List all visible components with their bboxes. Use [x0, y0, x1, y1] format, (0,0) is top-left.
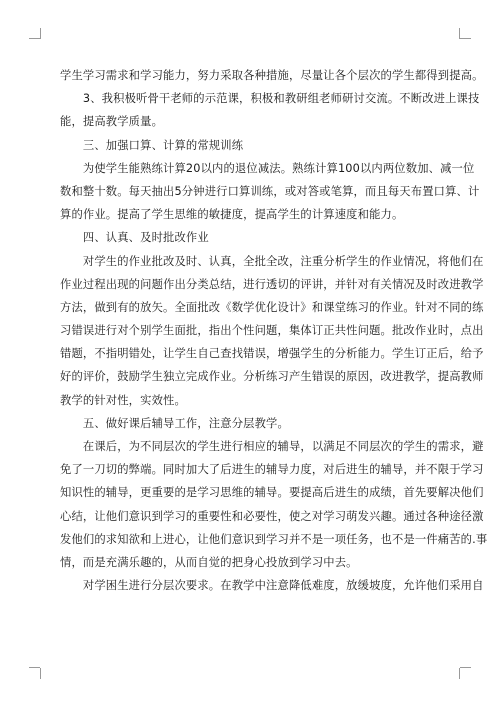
text-line: 习错误进行对个别学生面批，指出个性问题，集体订正共性问题。批改作业时，点出 [60, 324, 484, 338]
text-line: 在课后，为不同层次的学生进行相应的辅导，以满足不同层次的学生的需求，避 [60, 440, 484, 453]
text-line: 知识性的辅导，更重要的是学习思维的辅导。要提高后进生的成绩，首先要解决他们 [60, 486, 484, 500]
crop-mark-bottom-left-vertical [40, 668, 41, 679]
text-line: 3、我积极听骨干老师的示范课，积极和教研组老师研讨交流。不断改进上课技 [60, 92, 480, 106]
text-line: 算的作业。提高了学生思维的敏捷度，提高学生的计算速度和能力。 [60, 208, 404, 222]
text-line: 对学生的作业批改及时、认真，全批全改，注重分析学生的作业情况，将他们在 [60, 254, 484, 268]
text-line: 免了一刀切的弊端。同时加大了后进生的辅导力度，对后进生的辅导，并不限于学习 [60, 463, 484, 477]
crop-mark-bottom-right-horizontal [460, 667, 471, 668]
section-heading: 四、认真、及时批改作业 [60, 231, 209, 245]
text-line: 对学困生进行分层次要求。在教学中注意降低难度，放缓坡度，允许他们采用自 [60, 579, 484, 593]
text-line: 数和整十数。每天抽出5分钟进行口算训练，或对答或笔算，而且每天布置口算、计 [60, 184, 480, 198]
document-body [60, 64, 488, 597]
text-line: 错题，不指明错处，让学生自己查找错误，增强学生的分析能力。学生订正后，给予 [60, 347, 484, 361]
crop-mark-top-left-horizontal [29, 38, 40, 39]
crop-mark-bottom-left-horizontal [29, 667, 40, 668]
text-line: 发他们的求知欲和上进心，让他们意识到学习并不是一项任务，也不是一件痛苦的.事 [60, 532, 488, 546]
text-line: 心结，让他们意识到学习的重要性和必要性，使之对学习萌发兴趣。通过各种途径激 [60, 509, 484, 523]
text-line: 学生学习需求和学习能力，努力采取各种措施，尽量让各个层次的学生都得到提高。 [60, 69, 484, 82]
section-heading: 五、做好课后辅导工作，注意分层教学。 [60, 416, 289, 430]
text-line: 能，提高教学质量。 [60, 115, 164, 129]
section-heading: 三、加强口算、计算的常规训练 [60, 138, 244, 152]
text-line: 好的评价，鼓励学生独立完成作业。分析练习产生错误的原因，改进教学，提高教师 [60, 370, 484, 384]
text-line: 方法，做到有的放矢。全面批改《数学优化设计》和课堂练习的作业。针对不同的练 [60, 300, 484, 314]
text-line: 作业过程出现的问题作出分类总结，进行透切的评讲，并针对有关情况及时改进教学 [60, 277, 484, 291]
crop-mark-top-left-vertical [40, 28, 41, 39]
crop-mark-bottom-right-vertical [459, 668, 460, 679]
text-line: 情，而是充满乐趣的，从而自觉的把身心投放到学习中去。 [60, 555, 358, 569]
text-line: 教学的针对性，实效性。 [60, 393, 186, 407]
crop-mark-top-right-horizontal [460, 38, 471, 39]
text-line: 为使学生能熟练计算20以内的退位减法。熟练计算100以内两位数加、减一位 [60, 161, 475, 175]
